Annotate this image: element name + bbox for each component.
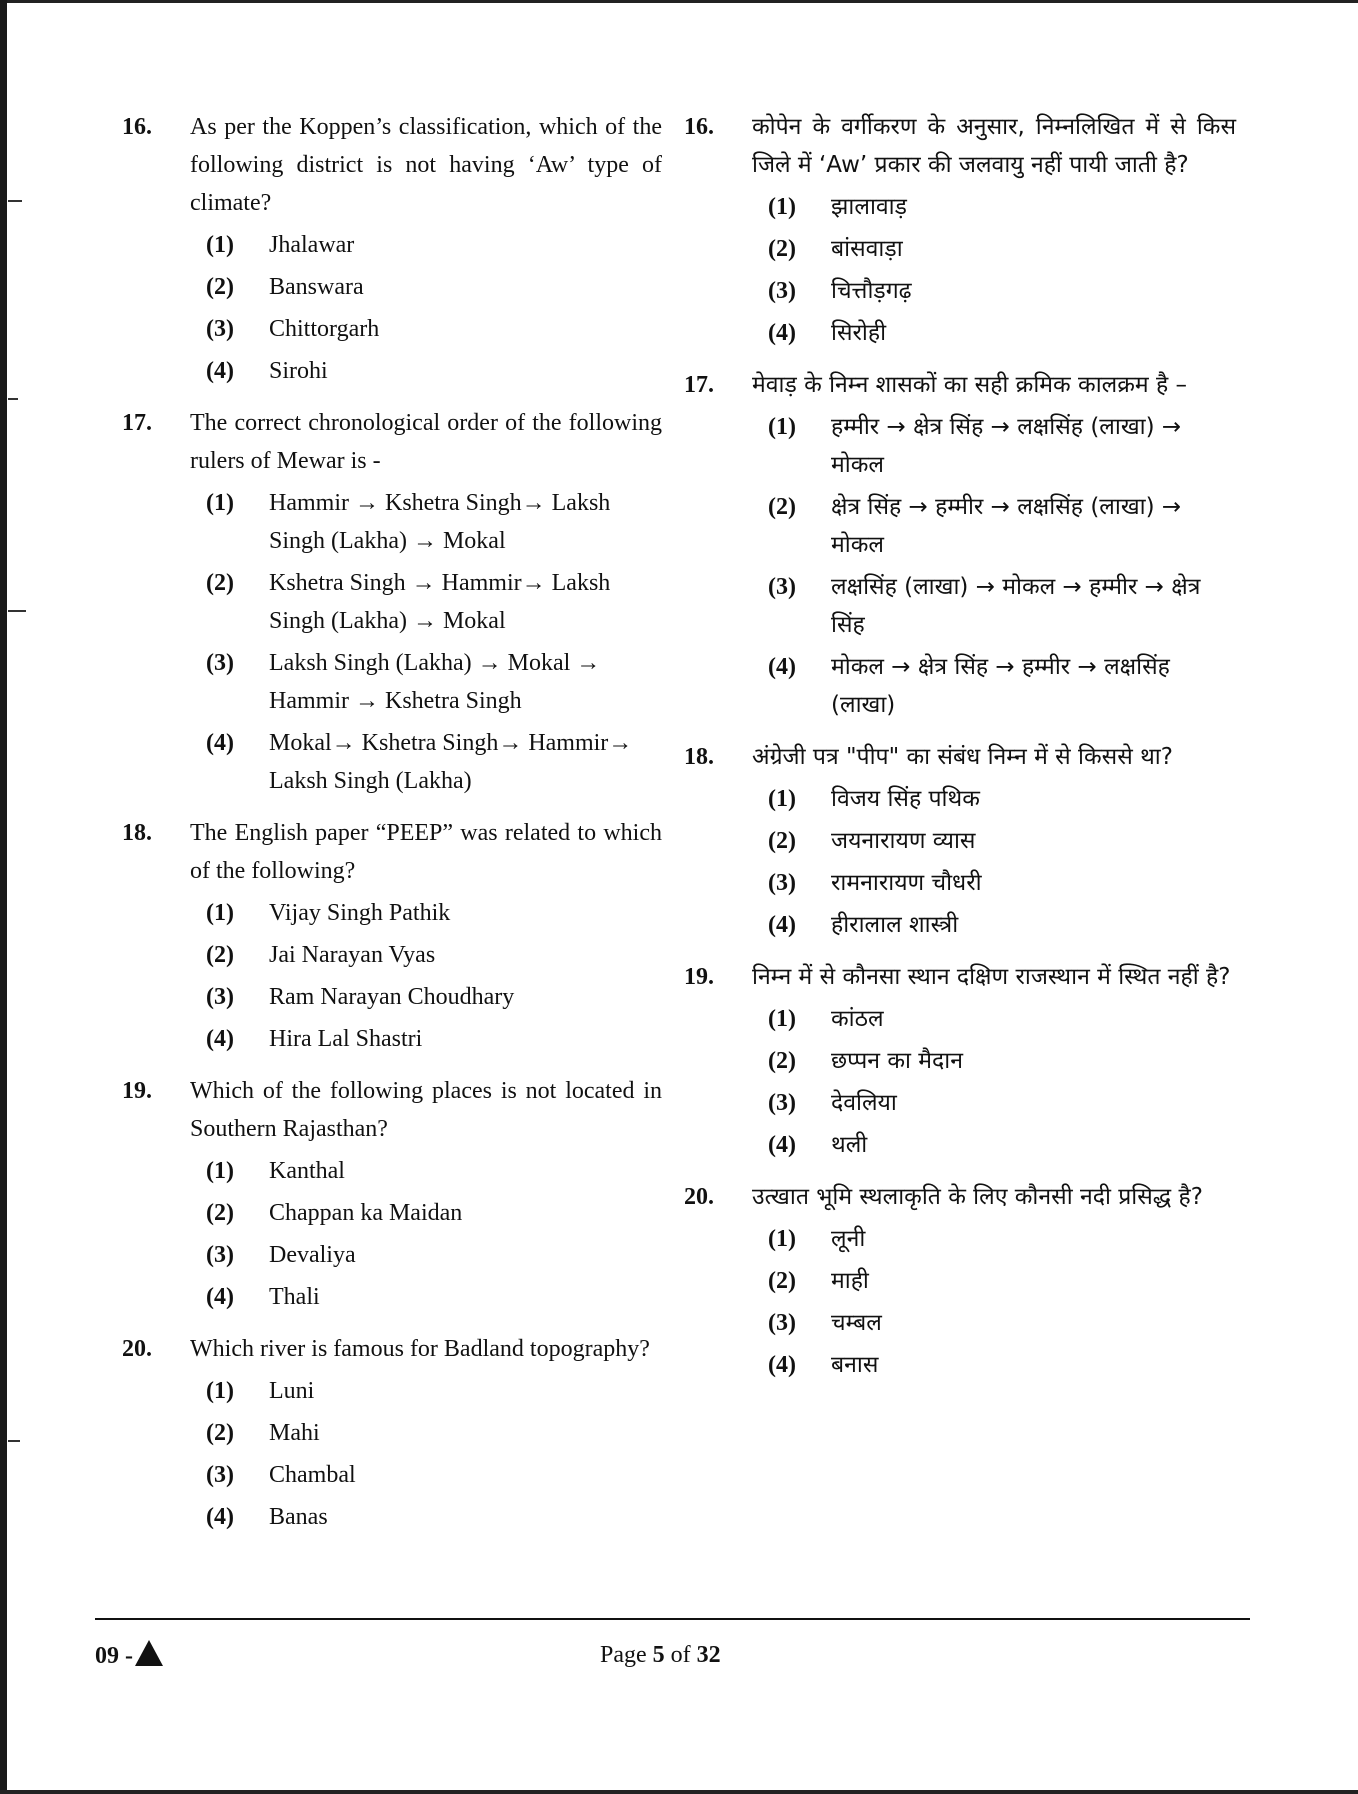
question-text: The English paper “PEEP” was related to which of the following? — [190, 820, 662, 884]
option — [768, 1346, 1236, 1384]
option — [206, 894, 662, 932]
option-number: (3) — [206, 1242, 234, 1268]
option-number: (1) — [206, 490, 234, 516]
question-number: 17. — [122, 410, 152, 436]
option-number: (3) — [768, 1090, 796, 1116]
option — [768, 1220, 1236, 1258]
footer-rule — [95, 1618, 1250, 1620]
option-text: माही — [831, 1268, 869, 1294]
option — [206, 484, 662, 560]
option — [768, 314, 1236, 352]
question-text: कोपेन के वर्गीकरण के अनुसार, निम्नलिखित में से किस जिले में ‘Aw’ प्रकार की जलवायु नहीं पायी जाती है? — [752, 114, 1236, 178]
option — [768, 780, 1236, 818]
option — [206, 268, 662, 306]
option-text: हम्मीर → क्षेत्र सिंह → लक्षसिंह (लाखा) → मोकल — [831, 414, 1182, 478]
option-text: देवलिया — [831, 1090, 897, 1116]
option-text: Ram Narayan Choudhary — [269, 984, 515, 1010]
question-19-hi — [684, 958, 1236, 1164]
english-column — [122, 108, 662, 1536]
option-text: Vijay Singh Pathik — [269, 900, 451, 926]
question-text: The correct chronological order of the following rulers of Mewar is - — [190, 410, 662, 474]
options-list — [190, 484, 662, 800]
option-number: (1) — [768, 786, 796, 812]
hindi-column — [684, 108, 1236, 1384]
option-number: (4) — [206, 1026, 234, 1052]
option — [768, 1084, 1236, 1122]
option-number: (2) — [206, 570, 234, 596]
page-number — [600, 1640, 721, 1670]
option-number: (1) — [206, 1378, 234, 1404]
option-number: (4) — [768, 1352, 796, 1378]
option-number: (2) — [206, 942, 234, 968]
option-number: (1) — [206, 232, 234, 258]
option-number: (1) — [768, 194, 796, 220]
page-left-edge — [0, 0, 7, 1794]
option — [768, 230, 1236, 268]
question-16-hi — [684, 108, 1236, 352]
option-number: (4) — [768, 912, 796, 938]
question-number: 16. — [122, 114, 152, 140]
options-list — [190, 226, 662, 390]
option-text: Banas — [269, 1504, 328, 1530]
booklet-code-text: 09 - — [95, 1643, 133, 1669]
scan-mark — [8, 398, 18, 400]
option-text: थली — [831, 1132, 868, 1158]
option-number: (2) — [768, 1048, 796, 1074]
question-19-en — [122, 1072, 662, 1316]
option-number: (2) — [768, 236, 796, 262]
page-mid: of — [664, 1642, 697, 1668]
option-number: (4) — [206, 1504, 234, 1530]
option-number: (2) — [206, 274, 234, 300]
option — [768, 272, 1236, 310]
page-prefix: Page — [600, 1642, 653, 1668]
option — [206, 564, 662, 640]
scan-mark — [8, 200, 22, 202]
question-text: Which of the following places is not located in Southern Rajasthan? — [190, 1078, 662, 1142]
option — [206, 1278, 662, 1316]
question-text: उत्खात भूमि स्थलाकृति के लिए कौनसी नदी प्रसिद्ध है? — [752, 1184, 1203, 1210]
page-bottom-edge — [0, 1790, 1358, 1794]
option-number: (3) — [206, 984, 234, 1010]
option-text: हीरालाल शास्त्री — [831, 912, 959, 938]
option-number: (2) — [206, 1420, 234, 1446]
options-list — [752, 408, 1236, 724]
question-text: अंग्रेजी पत्र "पीप" का संबंध निम्न में से किससे था? — [752, 744, 1173, 770]
option — [768, 188, 1236, 226]
question-17-hi — [684, 366, 1236, 724]
options-list — [752, 1000, 1236, 1164]
booklet-code — [95, 1640, 163, 1671]
option-number: (1) — [206, 1158, 234, 1184]
options-list — [752, 780, 1236, 944]
option-text: Chambal — [269, 1462, 356, 1488]
options-list — [752, 188, 1236, 352]
option-text: Banswara — [269, 274, 364, 300]
question-17-en — [122, 404, 662, 800]
question-text: Which river is famous for Badland topography? — [190, 1336, 650, 1362]
option-number: (1) — [768, 414, 796, 440]
option-text: झालावाड़ — [831, 194, 907, 220]
page-total: 32 — [696, 1642, 721, 1668]
option — [768, 822, 1236, 860]
option — [206, 352, 662, 390]
scan-mark — [8, 610, 26, 612]
option-text: Hammir → Kshetra Singh→ Laksh Singh (Lakha) → Mokal — [269, 490, 611, 554]
option-number: (1) — [768, 1006, 796, 1032]
option-number: (4) — [768, 654, 796, 680]
option — [768, 568, 1236, 644]
option-text: बांसवाड़ा — [831, 236, 903, 262]
option — [206, 1498, 662, 1536]
option-text: छप्पन का मैदान — [831, 1048, 963, 1074]
option-text: Laksh Singh (Lakha) → Mokal → Hammir → Kshetra Singh — [269, 650, 601, 714]
option-number: (3) — [768, 870, 796, 896]
option-number: (3) — [768, 574, 796, 600]
options-list — [190, 1152, 662, 1316]
option-number: (4) — [206, 730, 234, 756]
option — [206, 310, 662, 348]
option — [206, 1456, 662, 1494]
option — [206, 978, 662, 1016]
question-number: 19. — [122, 1078, 152, 1104]
option-number: (2) — [768, 828, 796, 854]
option-text: Chittorgarh — [269, 316, 380, 342]
question-number: 17. — [684, 372, 714, 398]
question-number: 18. — [122, 820, 152, 846]
option-text: रामनारायण चौधरी — [831, 870, 982, 896]
question-text: As per the Koppen’s classification, which of the following district is not having ‘Aw’ type of climate? — [190, 114, 662, 216]
option-number: (4) — [206, 358, 234, 384]
option-text: Devaliya — [269, 1242, 356, 1268]
option-text: क्षेत्र सिंह → हम्मीर → लक्षसिंह (लाखा) → मोकल — [831, 494, 1182, 558]
question-20-en — [122, 1330, 662, 1536]
page-current: 5 — [652, 1642, 665, 1668]
options-list — [190, 1372, 662, 1536]
option — [768, 408, 1236, 484]
option — [768, 1042, 1236, 1080]
option-number: (4) — [768, 320, 796, 346]
option-number: (4) — [768, 1132, 796, 1158]
option-text: विजय सिंह पथिक — [831, 786, 980, 812]
option — [206, 1020, 662, 1058]
option-text: जयनारायण व्यास — [831, 828, 976, 854]
question-18-hi — [684, 738, 1236, 944]
option-text: चित्तौड़गढ़ — [831, 278, 912, 304]
option — [768, 1262, 1236, 1300]
option-text: बनास — [831, 1352, 879, 1378]
option-text: Kanthal — [269, 1158, 345, 1184]
option — [206, 724, 662, 800]
option — [206, 1372, 662, 1410]
option — [206, 1236, 662, 1274]
question-number: 16. — [684, 114, 714, 140]
option — [206, 936, 662, 974]
option — [206, 1414, 662, 1452]
option — [206, 644, 662, 720]
option-text: कांठल — [831, 1006, 884, 1032]
option-number: (3) — [768, 278, 796, 304]
option — [206, 1152, 662, 1190]
option-text: Mokal→ Kshetra Singh→ Hammir→ Laksh Singh (Lakha) — [269, 730, 633, 794]
question-number: 20. — [122, 1336, 152, 1362]
option-number: (2) — [206, 1200, 234, 1226]
question-number: 19. — [684, 964, 714, 990]
option — [768, 864, 1236, 902]
option-text: Jai Narayan Vyas — [269, 942, 436, 968]
option-text: लूनी — [831, 1226, 866, 1252]
option-number: (1) — [768, 1226, 796, 1252]
option — [206, 1194, 662, 1232]
option-text: Luni — [269, 1378, 315, 1404]
question-18-en — [122, 814, 662, 1058]
triangle-icon — [135, 1640, 163, 1666]
option-text: Thali — [269, 1284, 320, 1310]
option — [768, 648, 1236, 724]
question-16-en — [122, 108, 662, 390]
option-number: (4) — [206, 1284, 234, 1310]
option-text: Mahi — [269, 1420, 320, 1446]
option — [768, 1304, 1236, 1342]
option-number: (3) — [206, 1462, 234, 1488]
option-number: (2) — [768, 494, 796, 520]
option-number: (1) — [206, 900, 234, 926]
options-list — [190, 894, 662, 1058]
question-20-hi — [684, 1178, 1236, 1384]
option-text: Jhalawar — [269, 232, 355, 258]
option-text: लक्षसिंह (लाखा) → मोकल → हम्मीर → क्षेत्र सिंह — [831, 574, 1201, 638]
option-text: चम्बल — [831, 1310, 882, 1336]
question-number: 20. — [684, 1184, 714, 1210]
option-number: (3) — [768, 1310, 796, 1336]
option-text: मोकल → क्षेत्र सिंह → हम्मीर → लक्षसिंह (लाखा) — [831, 654, 1170, 718]
scan-mark — [8, 1440, 20, 1442]
option-text: Hira Lal Shastri — [269, 1026, 423, 1052]
question-text: निम्न में से कौनसा स्थान दक्षिण राजस्थान में स्थित नहीं है? — [752, 964, 1231, 990]
option-text: सिरोही — [831, 320, 887, 346]
page-top-edge — [0, 0, 1358, 3]
option — [206, 226, 662, 264]
option — [768, 1000, 1236, 1038]
question-text: मेवाड़ के निम्न शासकों का सही क्रमिक कालक्रम है – — [752, 372, 1187, 398]
option — [768, 488, 1236, 564]
option-number: (3) — [206, 650, 234, 676]
options-list — [752, 1220, 1236, 1384]
option-text: Chappan ka Maidan — [269, 1200, 463, 1226]
option-number: (2) — [768, 1268, 796, 1294]
option — [768, 1126, 1236, 1164]
option-number: (3) — [206, 316, 234, 342]
option-text: Sirohi — [269, 358, 328, 384]
option — [768, 906, 1236, 944]
option-text: Kshetra Singh → Hammir→ Laksh Singh (Lakha) → Mokal — [269, 570, 611, 634]
question-number: 18. — [684, 744, 714, 770]
